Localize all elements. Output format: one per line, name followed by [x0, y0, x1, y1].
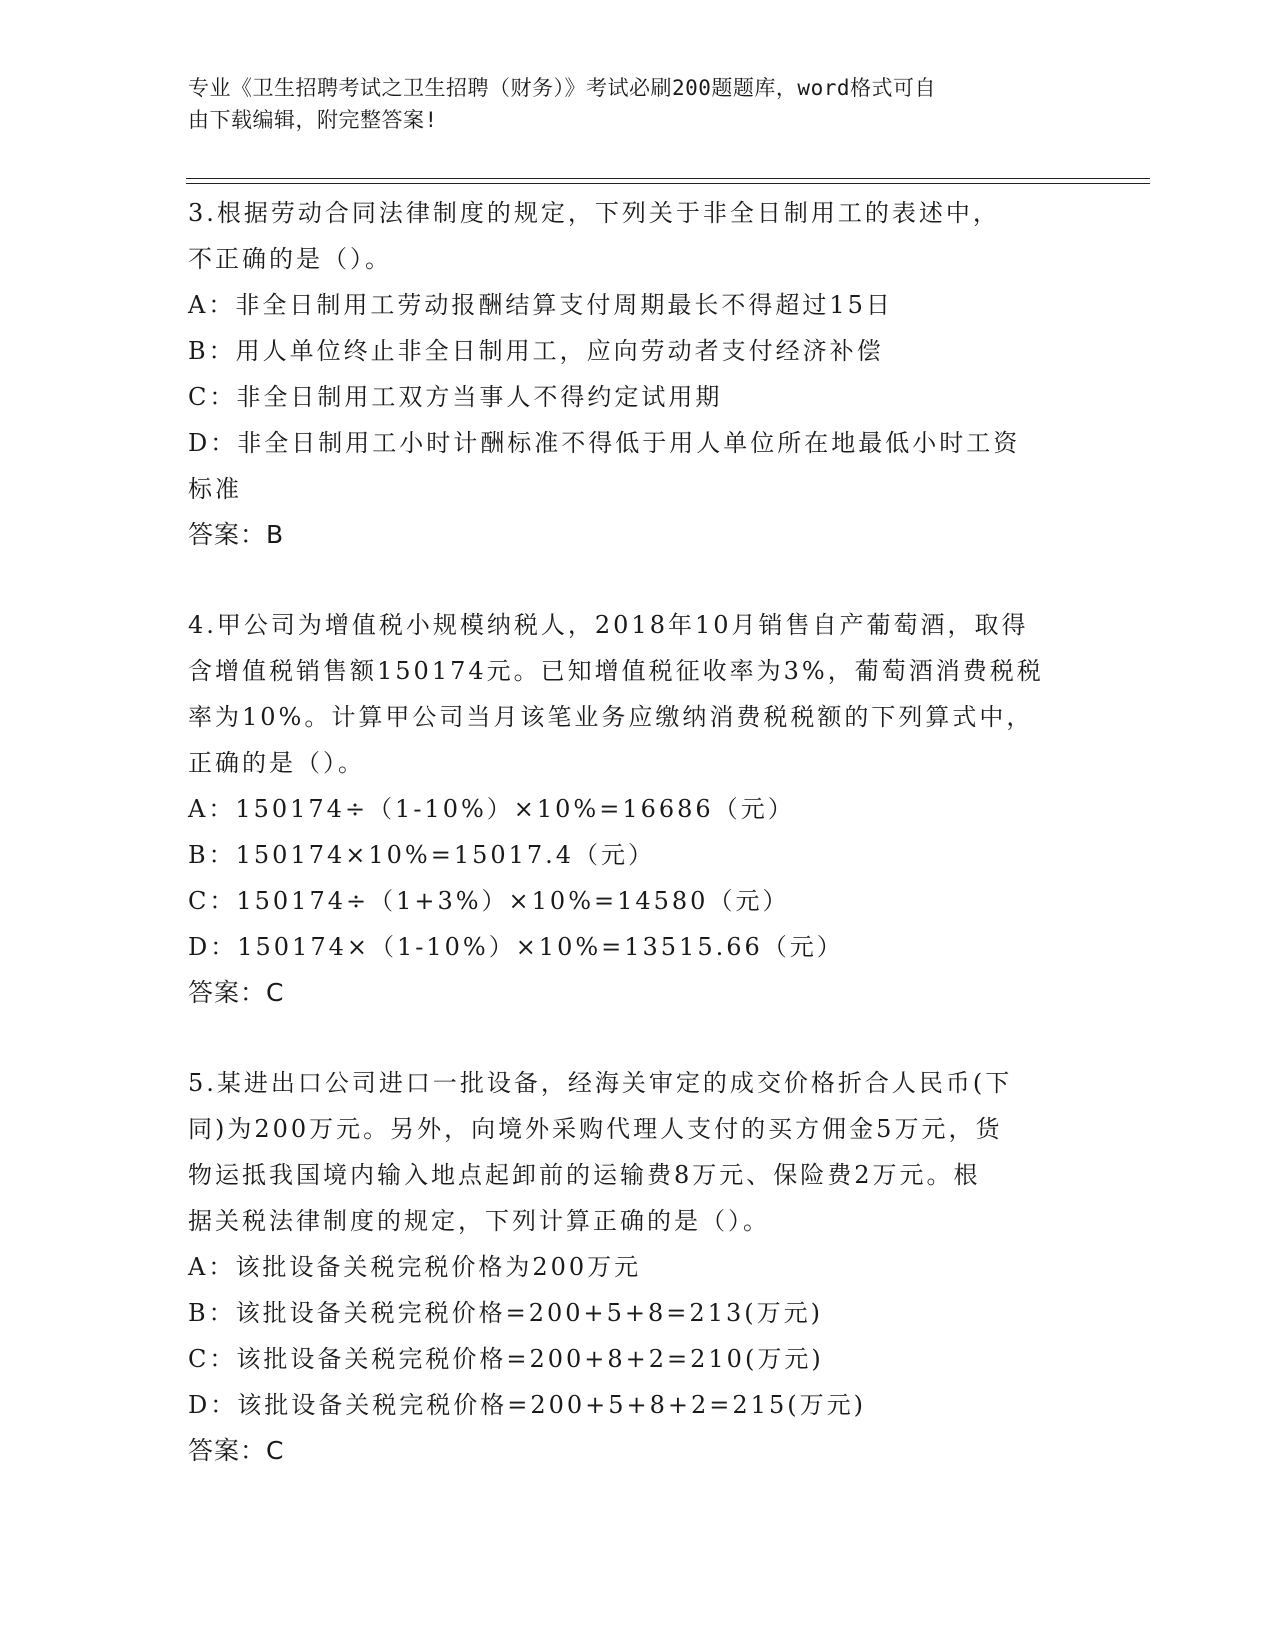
option-b: B：该批设备关税完税价格=200+5+8=213(万元): [188, 1299, 823, 1327]
option-d: D：该批设备关税完税价格=200+5+8+2=215(万元): [188, 1391, 866, 1419]
answer-label: 答案：C: [188, 1436, 285, 1465]
question-stem-line: 物运抵我国境内输入地点起卸前的运输费8万元、保险费2万元。根: [188, 1161, 981, 1189]
question-stem-line: 率为10%。计算甲公司当月该笔业务应缴纳消费税税额的下列算式中，: [188, 703, 1034, 731]
question-3: [188, 190, 1088, 558]
question-stem-line: 4.甲公司为增值税小规模纳税人，2018年10月销售自产葡萄酒，取得: [188, 611, 1029, 639]
answer-label: 答案：B: [188, 520, 285, 549]
question-stem-line: 3.根据劳动合同法律制度的规定，下列关于非全日制用工的表述中，: [188, 199, 1000, 227]
option-d-continued: 标准: [188, 475, 242, 503]
question-stem-line: 5.某进出口公司进口一批设备，经海关审定的成交价格折合人民币(下: [188, 1069, 1013, 1097]
question-4: [188, 602, 1088, 1016]
option-c: C：150174÷（1+3%）×10%=14580（元）: [188, 887, 790, 915]
header-divider-top: [186, 178, 1150, 179]
question-list: [188, 190, 1088, 1518]
question-stem-line: 不正确的是（）。: [188, 245, 392, 273]
answer-label: 答案：C: [188, 978, 285, 1007]
option-a: A：该批设备关税完税价格为200万元: [188, 1253, 642, 1281]
header-line: 由下载编辑，附完整答案!: [188, 108, 438, 132]
question-stem-line: 同)为200万元。另外，向境外采购代理人支付的买方佣金5万元，货: [188, 1115, 1003, 1143]
question-stem-line: 含增值税销售额150174元。已知增值税征收率为3%，葡萄酒消费税税: [188, 657, 1044, 685]
question-stem-line: 据关税法律制度的规定，下列计算正确的是（）。: [188, 1207, 770, 1235]
option-d: D：150174×（1-10%）×10%=13515.66（元）: [188, 933, 844, 961]
option-b: B：用人单位终止非全日制用工，应向劳动者支付经济补偿: [188, 337, 884, 365]
option-d: D：非全日制用工小时计酬标准不得低于用人单位所在地最低小时工资: [188, 429, 1021, 457]
option-a: A：150174÷（1-10%）×10%=16686（元）: [188, 795, 795, 823]
header-divider-bottom: [186, 183, 1150, 184]
option-c: C：非全日制用工双方当事人不得约定试用期: [188, 383, 723, 411]
option-a: A：非全日制用工劳动报酬结算支付周期最长不得超过15日: [188, 291, 893, 319]
document-header: [188, 72, 1068, 136]
header-line: 专业《卫生招聘考试之卫生招聘（财务）》考试必刷200题题库，word格式可自: [188, 76, 936, 100]
option-c: C：该批设备关税完税价格=200+8+2=210(万元): [188, 1345, 824, 1373]
question-5: [188, 1060, 1088, 1474]
option-b: B：150174×10%=15017.4（元）: [188, 841, 656, 869]
question-stem-line: 正确的是（）。: [188, 749, 365, 777]
